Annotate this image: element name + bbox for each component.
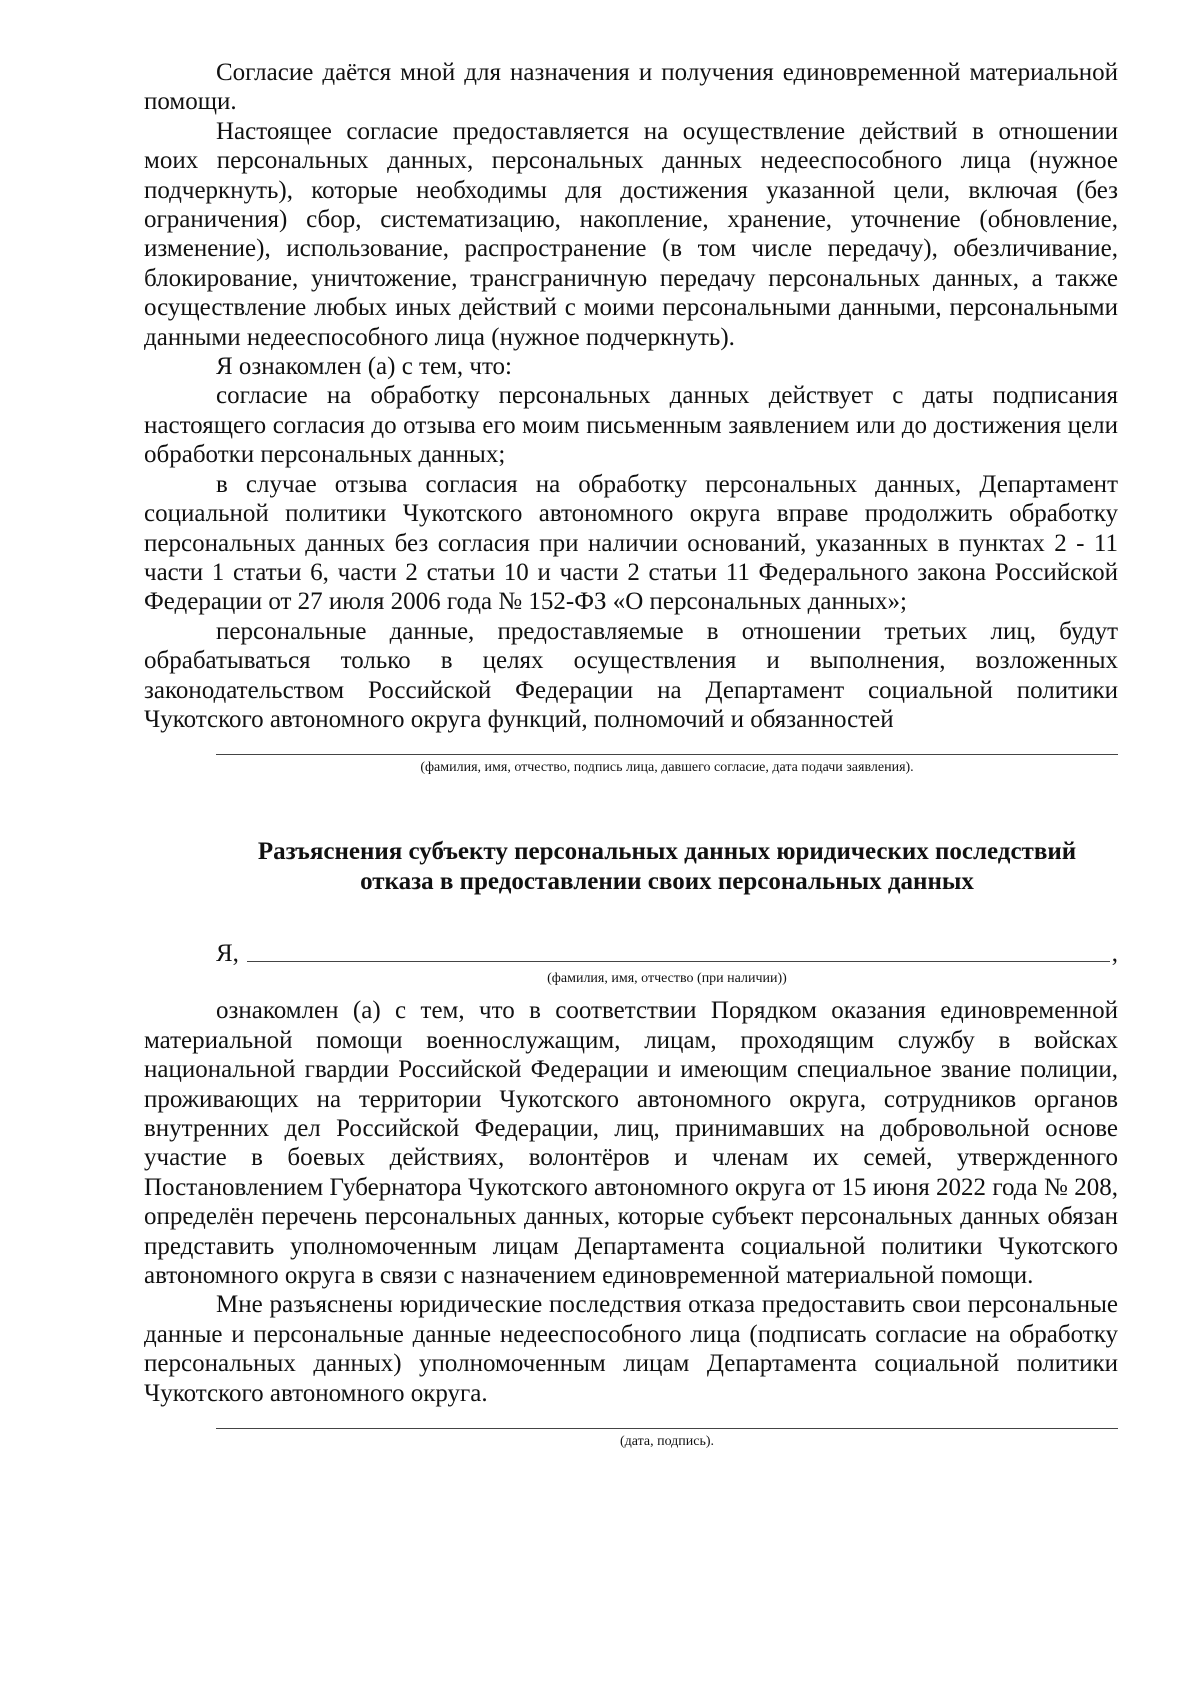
date-signature-block xyxy=(216,1428,1118,1451)
date-signature-caption: (дата, подпись). xyxy=(619,1434,715,1450)
consent-validity-paragraph: согласие на обработку персональных данных действует с даты подписания настоящего согласия до отзыва его моим письменным заявлением или до достижения цели обработки персональных данных; xyxy=(144,382,1118,469)
document-page xyxy=(144,58,1118,1451)
consent-purpose-paragraph: Согласие даётся мной для назначения и получения единовременной материальной помощи. xyxy=(144,59,1118,116)
name-prefix: Я, xyxy=(216,940,239,968)
consent-signature-line[interactable] xyxy=(216,754,1118,755)
name-field-row xyxy=(216,939,1118,968)
consent-scope-paragraph: Настоящее согласие предоставляется на осуществление действий в отношении моих персональных данных, персональных данных недееспособного лица (нужное подчеркнуть), которые необходимы для достижения указанной цели, включая (без ограничения) сбор, систематизацию, накопление, хранение, уточнение (обновление, изменение), использование, распространение (в том числе передачу), обезличивание, блокирование, уничтожение, трансграничную передачу персональных данных, а также осуществление любых иных действий с моими персональными данными, персональными данными недееспособного лица (нужное подчеркнуть). xyxy=(144,117,1118,351)
consent-revocation-paragraph: в случае отзыва согласия на обработку персональных данных, Департамент социальной политики Чукотского автономного округа вправе продолжить обработку персональных данных без согласия при наличии оснований, указанных в пунктах 2 - 11 части 1 статьи 6, части 2 статьи 10 и части 2 статьи 11 Федерального закона Российской Федерации от 27 июля 2006 года № 152-ФЗ «О персональных данных»; xyxy=(144,470,1118,616)
consent-signature-caption: (фамилия, имя, отчество, подпись лица, давшего согласие, дата подачи заявления). xyxy=(420,760,914,776)
name-field-line[interactable] xyxy=(247,961,1110,962)
acknowledgement-intro: Я ознакомлен (а) с тем, что: xyxy=(216,353,512,381)
name-suffix: , xyxy=(1111,940,1118,968)
name-field-caption: (фамилия, имя, отчество (при наличии)) xyxy=(547,971,787,987)
consent-signature-block xyxy=(216,754,1118,777)
third-party-data-paragraph: персональные данные, предоставляемые в отношении третьих лиц, будут обрабатываться только в целях осуществления и выполнения, возложенных законодательством Российской Федерации на Департамент социальной политики Чукотского автономного округа функций, полномочий и обязанностей xyxy=(144,617,1118,733)
explanation-heading-line1: Разъяснения субъекту персональных данных юридических последствий xyxy=(257,838,1077,866)
explanation-heading-line2: отказа в предоставлении своих персональных данных xyxy=(360,868,974,896)
date-signature-line[interactable] xyxy=(216,1428,1118,1429)
explanation-order-paragraph: ознакомлен (а) с тем, что в соответствии Порядком оказания единовременной материальной помощи военнослужащим, лицам, проходящим службу в войсках национальной гвардии Российской Федерации и имеющим специальное звание полиции, проживающих на территории Чукотского автономного округа, сотрудников органов внутренних дел Российской Федерации, лиц, принимавших на добровольной основе участие в боевых действиях, волонтёров и членам их семей, утвержденного Постановлением Губернатора Чукотского автономного округа от 15 июня 2022 года № 208, определён перечень персональных данных, которые субъект персональных данных обязан представить уполномоченным лицам Департамента социальной политики Чукотского автономного округа в связи с назначением единовременной материальной помощи. xyxy=(144,997,1118,1289)
explanation-consequences-paragraph: Мне разъяснены юридические последствия отказа предоставить свои персональные данные и персональные данные недееспособного лица (подписать согласие на обработку персональных данных) уполномоченным лицам Департамента социальной политики Чукотского автономного округа. xyxy=(144,1291,1118,1407)
